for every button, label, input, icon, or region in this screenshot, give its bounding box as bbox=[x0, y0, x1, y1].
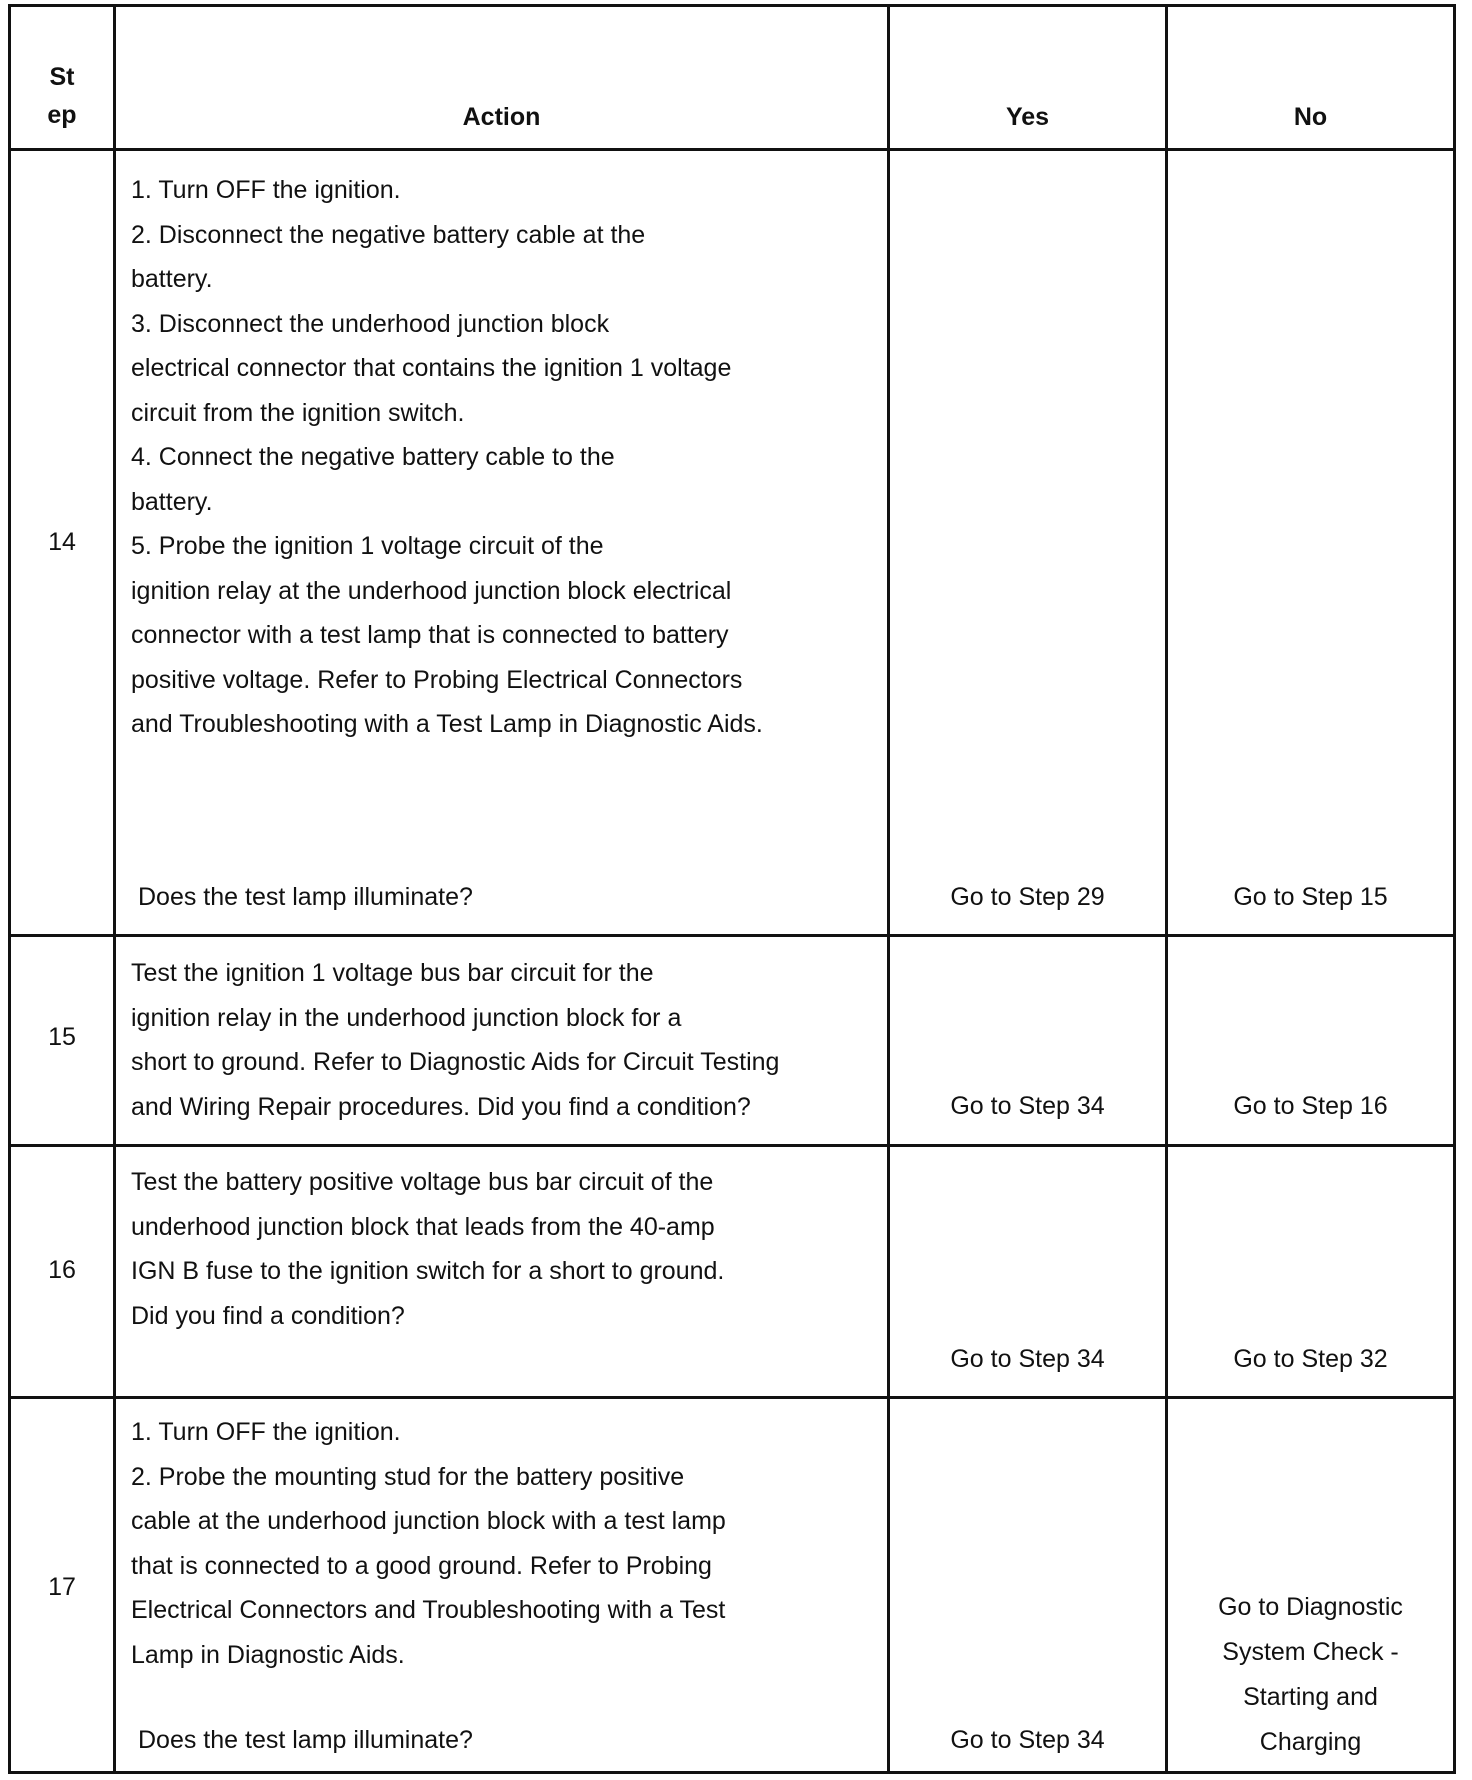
action-line: 2. Disconnect the negative battery cable at the bbox=[131, 220, 646, 249]
no-result-line: Go to Diagnostic bbox=[1218, 1593, 1403, 1621]
step-number: 16 bbox=[48, 1256, 76, 1284]
action-line: short to ground. Refer to Diagnostic Aids for Circuit Testing bbox=[131, 1048, 780, 1076]
row-divider bbox=[11, 1396, 1453, 1399]
action-line: 1. Turn OFF the ignition. bbox=[131, 176, 401, 204]
action-line: 1. Turn OFF the ignition. bbox=[131, 1418, 401, 1446]
row-divider bbox=[11, 934, 1453, 937]
yes-result: Go to Step 29 bbox=[950, 883, 1105, 911]
row-divider bbox=[11, 148, 1453, 151]
row-divider bbox=[11, 1144, 1453, 1147]
action-line: that is connected to a good ground. Refer to Probing bbox=[131, 1551, 712, 1580]
action-line: ignition relay in the underhood junction block for a bbox=[131, 1003, 682, 1032]
action-line: cable at the underhood junction block with a test lamp bbox=[131, 1507, 726, 1535]
header-step-line2: ep bbox=[47, 101, 77, 129]
step-number: 15 bbox=[48, 1023, 76, 1051]
action-line: 5. Probe the ignition 1 voltage circuit of the bbox=[131, 532, 604, 560]
action-line: Did you find a condition? bbox=[131, 1301, 405, 1330]
action-line: Test the ignition 1 voltage bus bar circuit for the bbox=[131, 959, 654, 987]
action-line: electrical connector that contains the ignition 1 voltage bbox=[131, 354, 732, 382]
header-yes: Yes bbox=[1005, 103, 1050, 131]
header-no: No bbox=[1293, 103, 1328, 131]
action-text bbox=[131, 168, 763, 747]
action-line: 2. Probe the mounting stud for the battery positive bbox=[131, 1462, 685, 1491]
yes-result: Go to Step 34 bbox=[950, 1726, 1105, 1754]
action-line: battery. bbox=[131, 487, 213, 516]
action-line: battery. bbox=[131, 265, 213, 293]
action-line: ignition relay at the underhood junction block electrical bbox=[131, 576, 732, 605]
action-line: and Troubleshooting with a Test Lamp in Diagnostic Aids. bbox=[131, 710, 763, 738]
no-result: Go to Step 15 bbox=[1233, 883, 1388, 911]
no-result: Go to Step 32 bbox=[1233, 1345, 1388, 1373]
action-line: underhood junction block that leads from the 40-amp bbox=[131, 1212, 715, 1241]
action-line: Test the battery positive voltage bus bar circuit of the bbox=[131, 1168, 714, 1196]
action-line: Lamp in Diagnostic Aids. bbox=[131, 1640, 405, 1669]
action-text bbox=[131, 1410, 726, 1677]
header-action: Action bbox=[462, 103, 541, 131]
action-text bbox=[131, 951, 779, 1129]
no-result bbox=[1168, 1585, 1453, 1765]
header-step-line1: St bbox=[49, 63, 75, 91]
no-result-line: Starting and bbox=[1243, 1683, 1378, 1711]
no-result: Go to Step 16 bbox=[1233, 1092, 1388, 1120]
action-line: 4. Connect the negative battery cable to the bbox=[131, 443, 615, 471]
action-line: positive voltage. Refer to Probing Electrical Connectors bbox=[131, 665, 743, 694]
column-divider bbox=[113, 7, 116, 1771]
action-line: circuit from the ignition switch. bbox=[131, 398, 465, 427]
action-line: Electrical Connectors and Troubleshooting with a Test bbox=[131, 1596, 726, 1624]
action-line: connector with a test lamp that is connected to battery bbox=[131, 621, 729, 649]
diagnostic-table bbox=[8, 4, 1456, 1774]
action-text bbox=[131, 1160, 724, 1338]
action-question: Does the test lamp illuminate? bbox=[138, 1726, 473, 1754]
header-step bbox=[11, 58, 113, 134]
step-number: 17 bbox=[48, 1573, 76, 1601]
no-result-line: Charging bbox=[1259, 1728, 1362, 1756]
action-line: and Wiring Repair procedures. Did you find a condition? bbox=[131, 1092, 751, 1121]
step-number: 14 bbox=[48, 528, 76, 556]
yes-result: Go to Step 34 bbox=[950, 1345, 1105, 1373]
yes-result: Go to Step 34 bbox=[950, 1092, 1105, 1120]
no-result-line: System Check - bbox=[1222, 1638, 1399, 1666]
action-question: Does the test lamp illuminate? bbox=[138, 883, 473, 911]
action-line: 3. Disconnect the underhood junction block bbox=[131, 309, 610, 338]
action-line: IGN B fuse to the ignition switch for a short to ground. bbox=[131, 1257, 725, 1285]
